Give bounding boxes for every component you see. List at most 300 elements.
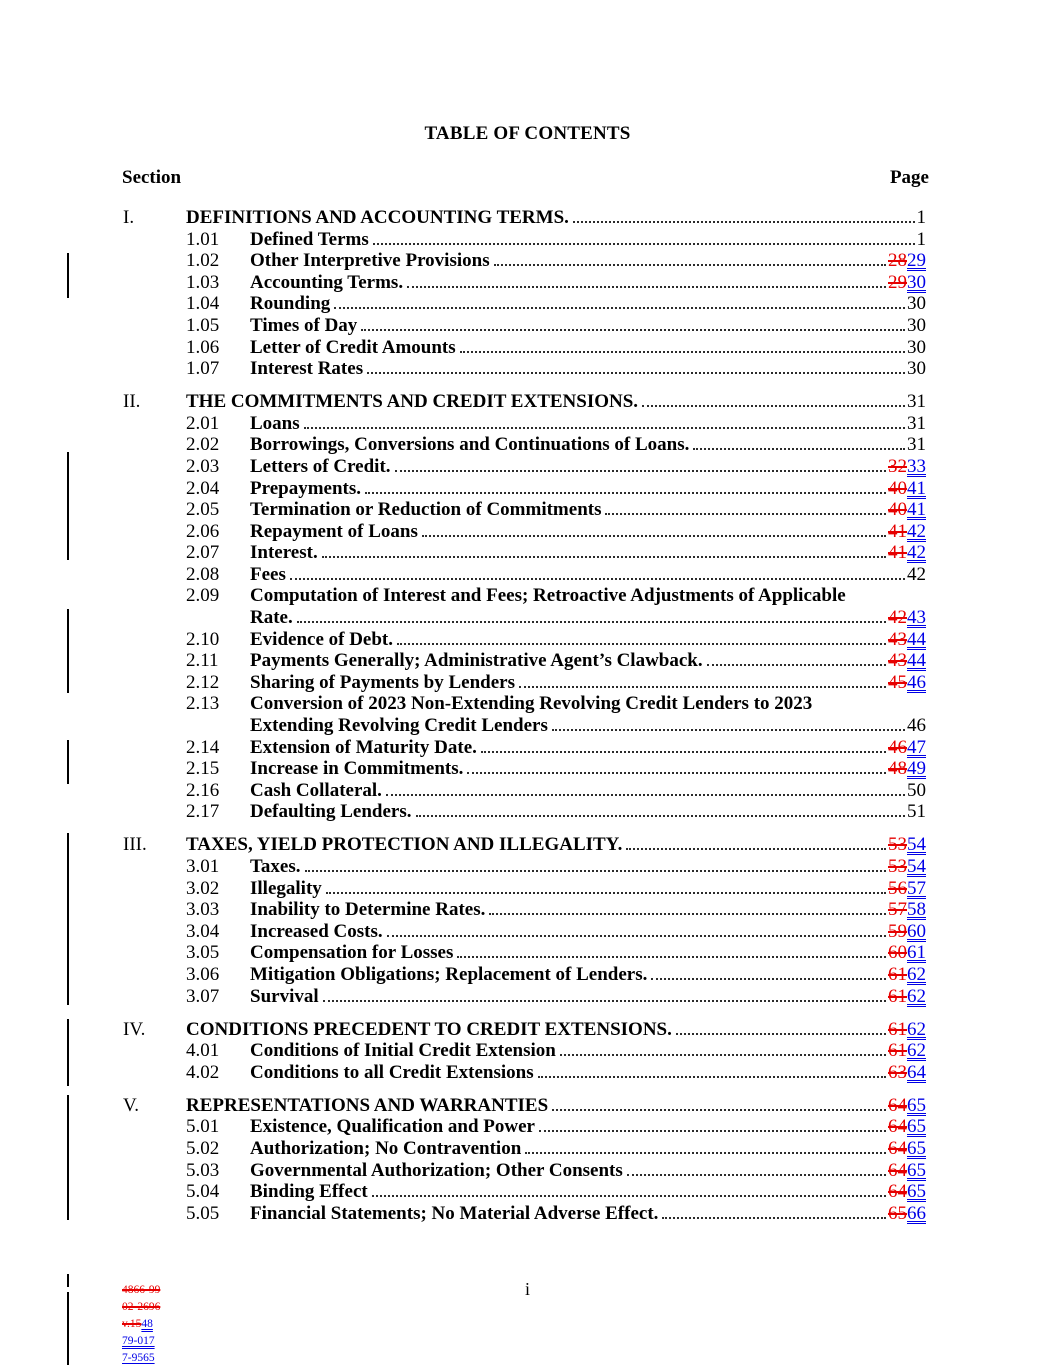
toc-entry-number: 2.13 [186,693,220,715]
toc-entry-title: Interest. [250,542,318,564]
toc-entry-title: Existence, Qualification and Power [250,1116,535,1138]
page-number [907,564,926,586]
current-page-number: 42 [907,563,926,585]
toc-entry-line [250,1160,926,1182]
toc-entry-number: IV. [123,1018,146,1040]
toc-entry-body [250,478,926,500]
toc-entry-line [250,250,926,272]
toc-entry-line [250,229,926,251]
toc-entry-title: Financial Statements; No Material Adverse Effect. [250,1202,659,1224]
toc-entry-body [250,693,926,736]
toc-entry-body [250,878,926,900]
dot-leader [519,683,886,688]
page-number [888,629,926,651]
toc-entry-title: Extension of Maturity Date. [250,736,477,758]
current-page-number: 41 [907,477,926,499]
toc-entry-line [250,607,926,629]
toc-entry-number: 4.01 [186,1040,220,1062]
page-number [888,878,926,900]
toc-entry-line [250,585,926,607]
inserted-doc-id-text: 79-017 [122,1335,155,1347]
deleted-page-number: 41 [888,542,907,564]
toc-entry-number: 2.17 [186,801,220,823]
toc-entry-body [250,801,926,823]
toc-entry-number: 1.07 [186,358,220,380]
toc-entry-title: DEFINITIONS AND ACCOUNTING TERMS. [186,207,569,228]
toc-entry-body [250,315,926,337]
dot-leader [361,326,905,331]
deleted-page-number: 40 [888,499,907,521]
toc-entry [123,478,926,500]
toc-entry [123,1095,926,1117]
page-number [888,834,926,856]
current-page-number: 41 [907,499,926,521]
toc-entry-line [250,629,926,651]
toc-entry-title: Interest Rates [250,358,364,380]
toc-entry-title: Prepayments. [250,477,361,499]
toc-entry-body [250,250,926,272]
toc-entry-line [250,478,926,500]
toc-entry-number: 2.01 [186,412,220,434]
toc-entry [123,391,926,413]
page-number [888,942,926,964]
dot-leader [334,304,905,309]
toc-entry-title: Increase in Commitments. [250,758,464,780]
toc-entry-body [250,272,926,294]
toc-entry-body [250,942,926,964]
toc-entry-line [250,737,926,759]
toc-entry-body [250,542,926,564]
dot-leader [467,769,886,774]
toc-entry-title: Governmental Authorization; Other Consents [250,1159,623,1181]
toc-entry [123,434,926,456]
toc-entry-title: Binding Effect [250,1181,368,1203]
deleted-page-number: 42 [888,607,907,629]
toc-entry-number: 2.09 [186,585,220,607]
toc-entry-number: 2.04 [186,477,220,499]
toc-entry-line [250,899,926,921]
toc-entry-body [250,737,926,759]
deleted-page-number: 40 [888,477,907,499]
deleted-page-number: 64 [888,1137,907,1159]
current-page-number: 61 [907,942,926,964]
dot-leader [489,910,886,915]
current-page-number: 54 [907,856,926,877]
page-title: TABLE OF CONTENTS [424,123,631,144]
toc-entry [123,1203,926,1225]
toc-entry-line [250,758,926,780]
change-bar [67,740,69,784]
toc-entry-number: 1.04 [186,293,220,315]
toc-entry-title: Survival [250,985,319,1007]
current-page-number: 1 [916,228,926,250]
inserted-doc-id-text: 48 [141,1318,153,1330]
toc-entry-title: REPRESENTATIONS AND WARRANTIES [186,1094,549,1116]
dot-leader [538,1073,886,1078]
toc-entry-body [250,780,926,802]
current-page-number: 65 [907,1181,926,1203]
dot-leader [367,369,905,374]
toc-entry [123,207,926,229]
footer-page-number: i [524,1279,530,1299]
toc-entry-body [250,1116,926,1138]
toc-entry-number: 4.02 [186,1061,220,1083]
toc-entry [123,964,926,986]
toc-entry-line [250,693,926,715]
toc-entry-number: 2.02 [186,434,220,456]
dot-leader [525,1149,886,1154]
change-bar [67,833,69,1005]
deleted-page-number: 64 [888,1116,907,1138]
toc-entry-title: THE COMMITMENTS AND CREDIT EXTENSIONS. [186,391,639,413]
toc-entry [123,942,926,964]
document-id-line [122,1299,160,1316]
page-number [888,1138,926,1160]
current-page-number: 42 [907,542,926,564]
current-page-number: 50 [907,779,926,801]
page-number [917,207,927,229]
toc-entry-line [250,1040,926,1062]
toc-entry-title: Conditions to all Credit Extensions [250,1061,534,1083]
toc-entry [123,801,926,823]
change-bar [67,1095,69,1220]
toc-entry-title: Fees [250,563,286,585]
document-id-line [122,1316,160,1333]
toc-entry [123,1019,926,1041]
toc-entry-number: 2.15 [186,758,220,780]
page-number [917,229,927,251]
toc-entry-number: 3.01 [186,856,220,877]
dot-leader [539,1127,886,1132]
dot-leader [395,467,886,472]
deleted-page-number: 57 [888,899,907,921]
page-number [888,478,926,500]
current-page-number: 30 [907,271,926,293]
toc-entry-line [250,315,926,337]
toc-entry-body [250,229,926,251]
deleted-page-number: 64 [888,1094,907,1116]
toc-entry-title: Letters of Credit. [250,455,391,477]
toc-entry-line [186,207,926,229]
toc-entry-number: 3.04 [186,920,220,942]
dot-leader [373,240,915,245]
dot-leader [457,953,886,958]
toc-entry [123,315,926,337]
current-page-number: 31 [907,434,926,456]
deleted-page-number: 64 [888,1159,907,1181]
toc-entry-title: Defaulting Lenders. [250,801,412,823]
toc-entry-body [250,585,926,628]
deleted-page-number: 29 [888,271,907,293]
page-number [907,391,926,413]
deleted-page-number: 56 [888,877,907,899]
toc-entry-body [250,1160,926,1182]
toc-entry-body [250,1040,926,1062]
dot-leader [326,889,886,894]
table-of-contents [123,207,926,1224]
dot-leader [416,812,906,817]
toc-entry-number: 5.04 [186,1181,220,1203]
deleted-doc-id-text: 4866-99 [122,1284,161,1296]
dot-leader [372,1192,886,1197]
toc-entry-title: Other Interpretive Provisions [250,250,490,272]
current-page-number: 42 [907,520,926,542]
toc-entry-number: II. [123,391,141,413]
toc-entry-body [250,758,926,780]
current-page-number: 64 [907,1061,926,1083]
dot-leader [651,975,886,980]
page-number [907,358,926,380]
toc-entry [123,780,926,802]
toc-entry-number: 1.01 [186,228,220,250]
page-number [888,607,926,629]
toc-entry [123,521,926,543]
toc-entry-title: Payments Generally; Administrative Agent’s Clawback. [250,650,703,672]
toc-entry [123,856,926,878]
toc-entry-title: Borrowings, Conversions and Continuations of Loans. [250,434,690,456]
toc-entry [123,737,926,759]
toc-entry-body [250,672,926,694]
toc-entry-title: Inability to Determine Rates. [250,899,486,921]
toc-entry-number: 1.03 [186,271,220,293]
current-page-number: 51 [907,801,926,823]
toc-entry-title: Times of Day [250,314,358,336]
current-page-number: 43 [907,607,926,629]
toc-entry-line [250,499,926,521]
toc-entry-line [186,1019,926,1041]
change-bar [67,1019,69,1086]
toc-entry [123,834,926,856]
toc-entry-title: CONDITIONS PRECEDENT TO CREDIT EXTENSIONS. [186,1018,672,1040]
toc-entry-number: 2.12 [186,671,220,693]
toc-entry-line [250,272,926,294]
toc-entry-line [250,293,926,315]
toc-entry [123,878,926,900]
toc-entry-line [250,542,926,564]
deleted-page-number: 63 [888,1061,907,1083]
deleted-page-number: 60 [888,942,907,964]
current-page-number: 62 [907,1018,926,1040]
document-id [122,1282,160,1365]
page-number [888,650,926,672]
dot-leader [626,845,886,850]
change-bar [67,609,69,693]
current-page-number: 30 [907,314,926,336]
toc-entry-body [250,413,926,435]
toc-entry-line [250,878,926,900]
toc-entry-title: Sharing of Payments by Lenders [250,671,515,693]
page-number [888,758,926,780]
page-number [888,856,926,878]
toc-entry-line [186,1095,926,1117]
inserted-doc-id-text: 7-9565 [122,1352,155,1364]
current-page-number: 62 [907,1040,926,1062]
page-number [907,315,926,337]
toc-entry-body [250,650,926,672]
deleted-page-number: 43 [888,628,907,650]
current-page-number: 29 [907,250,926,272]
toc-entry [123,650,926,672]
toc-column-headers [122,167,929,189]
toc-entry-line [250,650,926,672]
toc-entry-line [250,413,926,435]
page-number [888,521,926,543]
current-page-number: 30 [907,336,926,358]
toc-entry [123,585,926,628]
deleted-page-number: 59 [888,920,907,942]
current-page-number: 66 [907,1202,926,1224]
toc-entry-line [250,358,926,380]
toc-entry-number: 2.16 [186,779,220,801]
toc-entry-number: 3.03 [186,899,220,921]
dot-leader [365,489,886,494]
deleted-page-number: 61 [888,1018,907,1040]
toc-entry-line [250,1181,926,1203]
toc-entry-title: Defined Terms [250,228,369,250]
toc-entry-number: V. [123,1094,140,1116]
toc-entry-title: Conditions of Initial Credit Extension [250,1040,556,1062]
toc-entry [123,358,926,380]
section-column-header: Section [122,167,182,188]
toc-entry [123,293,926,315]
current-page-number: 33 [907,455,926,477]
toc-entry-number: 2.08 [186,563,220,585]
page-number [888,1062,926,1084]
toc-entry-body [186,1019,926,1041]
deleted-page-number: 65 [888,1202,907,1224]
toc-entry-line [250,856,926,878]
toc-entry-title-continued: Extending Revolving Credit Lenders [250,715,548,737]
toc-entry-body [250,337,926,359]
toc-entry-line [250,672,926,694]
toc-entry-title: Compensation for Losses [250,942,454,964]
toc-entry-number: 5.05 [186,1202,220,1224]
page-number [907,337,926,359]
deleted-page-number: 43 [888,650,907,672]
toc-entry [123,629,926,651]
page-number [907,780,926,802]
toc-entry [123,1138,926,1160]
dot-leader [481,748,886,753]
toc-entry-title: Increased Costs. [250,920,383,942]
toc-entry-title: Letter of Credit Amounts [250,336,456,358]
toc-entry-title: Repayment of Loans [250,520,418,542]
current-page-number: 57 [907,877,926,899]
toc-entry [123,456,926,478]
page-number [907,293,926,315]
toc-entry [123,758,926,780]
page-number [888,986,926,1008]
page-number [888,1019,926,1041]
toc-entry-body [250,1203,926,1225]
deleted-page-number: 61 [888,985,907,1007]
deleted-page-number: 61 [888,963,907,985]
page-number [888,672,926,694]
toc-entry [123,1062,926,1084]
deleted-page-number: 64 [888,1181,907,1203]
toc-entry-number: 3.02 [186,877,220,899]
toc-entry [123,272,926,294]
page-number [888,1095,926,1117]
toc-entry-body [186,391,926,413]
dot-leader [494,261,886,266]
toc-entry [123,413,926,435]
toc-entry-line [250,801,926,823]
toc-entry [123,1116,926,1138]
page-number [888,899,926,921]
toc-entry-line [186,834,926,856]
toc-entry-number: 2.03 [186,455,220,477]
toc-entry-title: Evidence of Debt. [250,628,394,650]
deleted-page-number: 32 [888,455,907,477]
toc-entry-title-continued: Rate. [250,607,293,629]
toc-entry-line [250,337,926,359]
current-page-number: 1 [916,207,926,228]
current-page-number: 54 [907,834,926,856]
toc-entry-body [250,434,926,456]
toc-entry-line [250,964,926,986]
toc-entry-body [250,899,926,921]
document-id-line [122,1333,160,1350]
toc-entry-title: Accounting Terms. [250,271,404,293]
dot-leader [290,575,905,580]
toc-entry [123,1181,926,1203]
toc-entry-line [250,1116,926,1138]
toc-entry [123,672,926,694]
dot-leader [322,553,886,558]
page-column-header: Page [889,167,929,188]
dot-leader [707,661,886,666]
page-number [907,413,926,435]
toc-entry-number: III. [123,834,147,856]
toc-entry-line [250,1203,926,1225]
dot-leader [676,1030,886,1035]
toc-entry-line [186,391,926,413]
dot-leader [693,445,905,450]
page-number [888,1040,926,1062]
toc-entry-number: 3.07 [186,985,220,1007]
deleted-page-number: 61 [888,1040,907,1062]
dot-leader [560,1051,886,1056]
toc-entry-body [250,1181,926,1203]
current-page-number: 65 [907,1094,926,1116]
toc-entry-number: 2.06 [186,520,220,542]
toc-entry-line [250,1138,926,1160]
page-number [907,434,926,456]
toc-entry-line [250,434,926,456]
toc-entry-body [250,456,926,478]
page-number [907,801,926,823]
current-page-number: 31 [907,412,926,434]
toc-entry-title: Illegality [250,877,322,899]
toc-entry-title: Cash Collateral. [250,779,382,801]
toc-entry [123,337,926,359]
deleted-page-number: 45 [888,671,907,693]
toc-entry-number: 1.05 [186,314,220,336]
document-id-line [122,1282,160,1299]
toc-entry [123,693,926,736]
page-number [888,542,926,564]
toc-entry-title: Mitigation Obligations; Replacement of Lenders. [250,963,648,985]
dot-leader [304,424,905,429]
toc-entry-body [250,358,926,380]
toc-entry-number: 2.14 [186,736,220,758]
toc-entry-title: Rounding [250,293,331,315]
toc-entry-line [250,986,926,1008]
toc-entry-number: 2.10 [186,628,220,650]
toc-entry-line [250,921,926,943]
current-page-number: 44 [907,650,926,672]
